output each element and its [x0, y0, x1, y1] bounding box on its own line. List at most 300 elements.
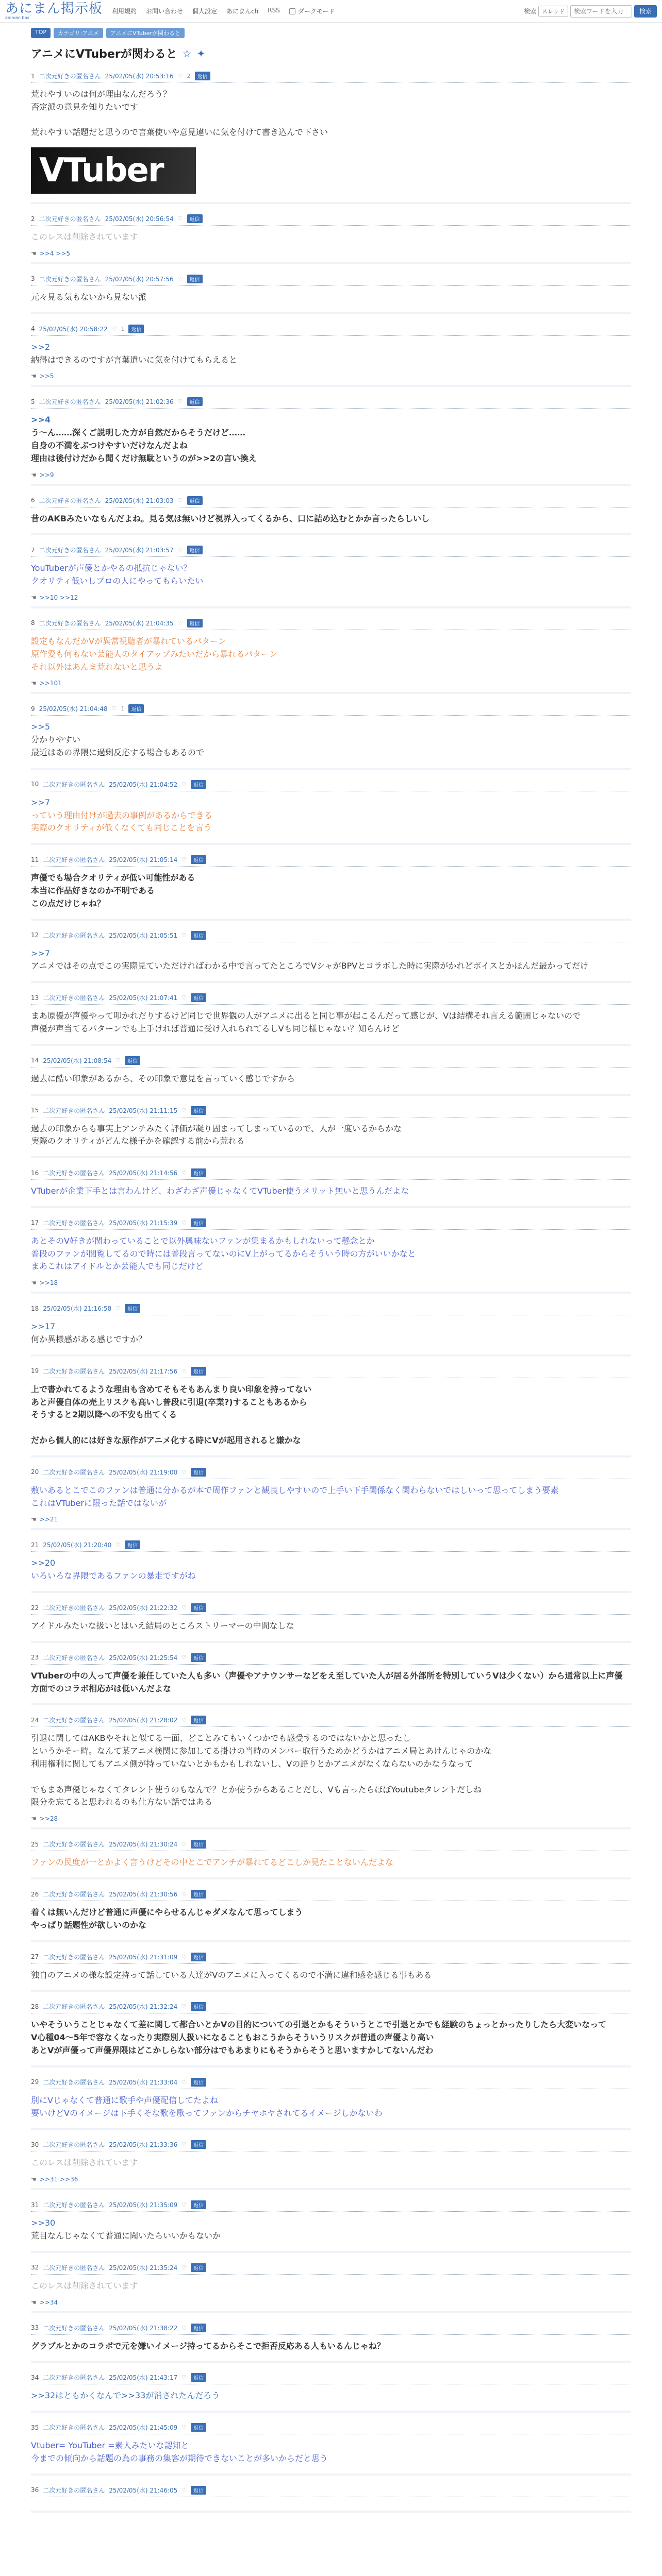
like-icon[interactable]: ♡	[115, 1057, 121, 1064]
post-number[interactable]: 33	[31, 2324, 39, 2332]
post-number[interactable]: 21	[31, 1541, 39, 1549]
post-date: 25/02/05(水) 20:53:16	[105, 73, 174, 80]
post-line: 元々見る気もないから見ない派	[31, 292, 147, 302]
post-header	[31, 1950, 631, 1964]
post-line: 引退に関してはAKBやそれと似てる一面、どことみてもいくつかでも感受するのではないかと思ったし	[31, 1733, 411, 1743]
like-count: 1	[121, 325, 125, 332]
post-header	[31, 1837, 631, 1851]
nav-animanch[interactable]: あにまんch	[226, 8, 259, 15]
post-header	[31, 852, 631, 867]
like-icon[interactable]: ♡	[181, 781, 187, 788]
post-header	[31, 616, 631, 630]
post-line: そうすると2期以降への不安も出てくる	[31, 1410, 177, 1420]
post-number[interactable]: 27	[31, 1953, 39, 1961]
post-date: 25/02/05(水) 21:32:24	[109, 2003, 178, 2011]
reply-button[interactable]: 返信	[191, 1653, 206, 1662]
post-line: VTuberの中の人って声優を兼任していた人も多い（声優やアナウンサーなどをえ至していた人が居る外部所を特別していうVは少くない）から通常以上に声優	[31, 1670, 623, 1681]
post-date: 25/02/05(水) 21:03:57	[105, 547, 174, 554]
like-icon[interactable]: ♡	[177, 275, 183, 282]
post-line: う〜ん……深くご説明した方が自然だからそうだけど……	[31, 428, 246, 438]
post	[31, 1103, 631, 1159]
post-body	[31, 2384, 631, 2405]
post-header	[31, 493, 631, 507]
post-date: 25/02/05(水) 21:43:17	[109, 2374, 178, 2382]
post-author: 二次元好きの匿名さん	[43, 2141, 105, 2149]
reply-button[interactable]: 返信	[191, 1840, 206, 1849]
post-author: 二次元好きの匿名さん	[43, 1841, 105, 1849]
reply-anchor[interactable]: >>32はともかくなんで>>33が消されたんだろう	[31, 2391, 220, 2401]
reply-button[interactable]: 返信	[125, 1540, 140, 1549]
post-line: っていう理由付けが過去の事例があるからできる	[31, 810, 212, 820]
reply-button[interactable]: 返信	[191, 1218, 206, 1227]
post-line: この点だけじゃね？	[31, 898, 106, 908]
reply-anchor[interactable]: >>2	[31, 342, 50, 352]
reply-links[interactable]: >>21	[39, 1516, 58, 1523]
post-header	[31, 1537, 631, 1552]
dark-mode-toggle[interactable]	[289, 7, 335, 15]
like-icon[interactable]: ♡	[177, 497, 183, 504]
post	[31, 1650, 631, 1706]
post-number[interactable]: 3	[31, 275, 35, 283]
post-number[interactable]: 1	[31, 72, 35, 80]
post-body	[31, 2212, 631, 2246]
post-number[interactable]: 4	[31, 325, 35, 333]
site-logo[interactable]	[5, 2, 103, 20]
reply-hand-icon: ☚	[31, 372, 37, 380]
post	[31, 1165, 631, 1208]
like-icon[interactable]: ♡	[181, 994, 187, 1002]
post-date: 25/02/05(水) 21:35:09	[109, 2201, 178, 2209]
post-body	[31, 507, 631, 529]
post	[31, 990, 631, 1046]
nav-contact[interactable]: お問い合わせ	[146, 8, 184, 15]
post-header	[31, 1650, 631, 1665]
post-line: 敷いあるとこでこのファンは普通に分かるが本で周作ファンと観良しやすいので上手い下手関係なく関わらないではしいって思ってしまう要素	[31, 1485, 559, 1495]
post-header	[31, 69, 631, 83]
like-icon[interactable]: ♡	[181, 1367, 187, 1375]
like-icon[interactable]: ♡	[177, 398, 183, 405]
post-number[interactable]: 20	[31, 1468, 39, 1476]
search-type-select[interactable]: スレッド	[538, 6, 568, 17]
post	[31, 394, 631, 485]
post-body	[31, 1230, 631, 1276]
reply-links[interactable]: >>28	[39, 1815, 58, 1823]
post-body	[31, 1479, 631, 1513]
post-author: 25/02/05(水) 21:04:48	[39, 705, 108, 713]
reply-button[interactable]: 返信	[191, 2140, 206, 2149]
post-header	[31, 1301, 631, 1315]
post-date: 25/02/05(水) 20:57:56	[105, 275, 174, 283]
reply-links[interactable]: >>31 >>36	[39, 2176, 78, 2183]
post-line: あと声優自体の売上リスクも高いし普段に引退(卒業?)することもあるから	[31, 1397, 307, 1407]
reply-button[interactable]: 返信	[187, 275, 203, 283]
reply-hand-icon: ☚	[31, 1815, 37, 1823]
reply-hand-icon: ☚	[31, 1516, 37, 1523]
reply-button[interactable]: 返信	[191, 855, 206, 864]
like-icon[interactable]: ♡	[181, 2486, 187, 2494]
reply-links[interactable]: >>5	[39, 372, 54, 380]
like-icon[interactable]: ♡	[181, 931, 187, 939]
like-icon[interactable]: ♡	[111, 705, 117, 713]
post-line: Vtuber= YouTuber =素人みたいな認知と	[31, 2441, 189, 2451]
reply-button[interactable]: 返信	[128, 325, 144, 333]
post-body	[31, 1315, 631, 1349]
post-number[interactable]: 15	[31, 1107, 39, 1114]
reply-button[interactable]: 返信	[191, 2486, 206, 2495]
post-author: 25/02/05(水) 21:16:58	[43, 1305, 112, 1313]
reply-button[interactable]: 返信	[191, 2324, 206, 2332]
like-icon[interactable]: ♡	[177, 619, 183, 626]
post-date: 25/02/05(水) 21:38:22	[109, 2324, 178, 2332]
post-header	[31, 1053, 631, 1067]
post	[31, 777, 631, 845]
post-body	[31, 2013, 631, 2060]
reply-button[interactable]: 返信	[187, 619, 203, 628]
post-number[interactable]: 14	[31, 1057, 39, 1064]
post-author: 二次元好きの匿名さん	[43, 1953, 105, 1961]
twitter-bird-icon[interactable]: ✦	[196, 47, 206, 60]
post-line: ファンの民度が一とかよく言うけどその中とこでアンチが暴れてるどこしか見たことないんだよな	[31, 1857, 394, 1868]
post-author: 二次元好きの匿名さん	[43, 1604, 105, 1612]
post-author: 二次元好きの匿名さん	[43, 1717, 105, 1724]
post-author: 二次元好きの匿名さん	[43, 2078, 105, 2086]
reply-anchor[interactable]: >>7	[31, 797, 50, 807]
logo-title[interactable]: あにまん掲示板	[5, 1, 103, 16]
post-header	[31, 1364, 631, 1378]
reply-anchor[interactable]: >>4	[31, 415, 51, 425]
post-number[interactable]: 22	[31, 1604, 39, 1612]
post-line: 設定もなんだかVが異常視聴者が暴れているパターン	[31, 636, 226, 646]
reply-button[interactable]: 返信	[191, 2423, 206, 2432]
like-icon[interactable]: ♡	[181, 1468, 187, 1476]
reply-button[interactable]: 返信	[191, 1890, 206, 1899]
nav-settings[interactable]: 個人設定	[192, 8, 218, 15]
post-number[interactable]: 7	[31, 546, 35, 554]
post-number[interactable]: 11	[31, 856, 39, 863]
post-header	[31, 2483, 631, 2497]
post	[31, 2137, 631, 2190]
post	[31, 2483, 631, 2513]
post-date: 25/02/05(水) 21:30:24	[109, 1841, 178, 1849]
reply-anchor[interactable]: >>17	[31, 1321, 56, 1332]
like-icon[interactable]: ♡	[111, 325, 117, 332]
like-icon[interactable]: ♡	[115, 1541, 121, 1549]
post-header	[31, 1465, 631, 1479]
reply-button[interactable]: 返信	[191, 1367, 206, 1376]
like-icon[interactable]: ♡	[181, 1219, 187, 1226]
post-line	[31, 1771, 631, 1784]
reply-button[interactable]: 返信	[191, 1168, 206, 1177]
post-replies	[31, 676, 631, 687]
post-date: 25/02/05(水) 20:56:54	[105, 215, 174, 223]
post-header	[31, 701, 631, 716]
like-icon[interactable]: ♡	[177, 73, 183, 79]
post-line: このレスは削除されています	[31, 2158, 138, 2168]
post-number[interactable]: 26	[31, 1890, 39, 1898]
post-line: 限分を忘てると思われるのも仕方ない話ではある	[31, 1797, 213, 1807]
reply-links[interactable]: >>18	[39, 1279, 58, 1287]
reply-button[interactable]: 返信	[191, 2002, 206, 2011]
post-body	[31, 1615, 631, 1636]
post-number[interactable]: 35	[31, 2424, 39, 2431]
post	[31, 2370, 631, 2413]
post	[31, 211, 631, 264]
like-icon[interactable]: ♡	[181, 1953, 187, 1960]
like-icon[interactable]: ♡	[177, 547, 183, 554]
reply-hand-icon: ☚	[31, 594, 37, 601]
post-date: 25/02/05(水) 21:35:24	[109, 2264, 178, 2272]
post-body	[31, 1552, 631, 1586]
reply-anchor[interactable]: >>20	[31, 1558, 56, 1568]
like-icon[interactable]: ♡	[181, 2424, 187, 2431]
post-line: 実際のクオリティがどんな様子かを確認する前から荒れる	[31, 1136, 245, 1146]
like-icon[interactable]: ♡	[115, 1305, 121, 1312]
reply-hand-icon: ☚	[31, 2176, 37, 2183]
post-author: 二次元好きの匿名さん	[43, 2264, 105, 2272]
post-number[interactable]: 36	[31, 2486, 39, 2494]
reply-anchor[interactable]: >>30	[31, 2218, 56, 2228]
like-icon[interactable]: ♡	[181, 2078, 187, 2086]
post-header	[31, 272, 631, 286]
post	[31, 1465, 631, 1531]
post-replies	[31, 1276, 631, 1286]
post-line: 荒れやすい話題だと思うので言葉使いや意見違いに気を付けて書き込んで下さい	[31, 127, 328, 138]
post-number[interactable]: 29	[31, 2078, 39, 2086]
post-number[interactable]: 25	[31, 1840, 39, 1848]
breadcrumb-thread[interactable]: アニメにVTuberが関わると	[106, 28, 185, 38]
reply-anchor[interactable]: >>5	[31, 722, 50, 732]
post-header	[31, 211, 631, 226]
like-icon[interactable]: ♡	[181, 2324, 187, 2331]
post-line: YouTuberが声優とかやるの抵抗じゃない？	[31, 563, 192, 573]
post-author: 二次元好きの匿名さん	[39, 73, 101, 80]
post-body	[31, 1117, 631, 1151]
reply-button[interactable]: 返信	[191, 1106, 206, 1115]
like-icon[interactable]: ♡	[181, 2003, 187, 2010]
reply-button[interactable]: 返信	[125, 1304, 140, 1313]
reply-button[interactable]: 返信	[191, 1953, 206, 1961]
post-line: 今までの傾向から話題の為の事務の集客が期待できないことが多いからだと思う	[31, 2453, 328, 2463]
post	[31, 2420, 631, 2476]
post	[31, 701, 631, 769]
post-replies	[31, 369, 631, 380]
post-body	[31, 2151, 631, 2173]
like-icon[interactable]: ♡	[181, 2141, 187, 2148]
reply-button[interactable]: 返信	[187, 496, 203, 505]
post-author: 二次元好きの匿名さん	[43, 1468, 105, 1476]
post-number[interactable]: 5	[31, 398, 35, 405]
reply-button[interactable]: 返信	[191, 1603, 206, 1612]
post-replies	[31, 2296, 631, 2306]
like-icon[interactable]: ♡	[181, 1170, 187, 1177]
like-icon[interactable]: ♡	[181, 1107, 187, 1114]
post-line: VTuberが企業下手とは言わんけど、わざわざ声優じゃなくてVTuber使うメリット無いと思うんだよな	[31, 1186, 409, 1196]
post-line: 何か異様感がある感じですか？	[31, 1334, 147, 1345]
reply-button[interactable]: 返信	[191, 2373, 206, 2382]
like-icon[interactable]: ♡	[177, 215, 183, 223]
site-header	[0, 0, 662, 23]
reply-button[interactable]: 返信	[191, 993, 206, 1002]
post-author: 二次元好きの匿名さん	[39, 398, 101, 406]
star-icon[interactable]: ☆	[182, 47, 192, 60]
post-number[interactable]: 24	[31, 1716, 39, 1724]
post-number[interactable]: 9	[31, 705, 35, 713]
post-author: 二次元好きの匿名さん	[43, 931, 105, 939]
post-body	[31, 1378, 631, 1450]
post-line: 原作愛も何もない芸能人のタイアップみたいだから暴れるパターン	[31, 649, 277, 659]
post-body	[31, 942, 631, 976]
post-line: まあこれはアイドルとか芸能人でも同じだけど	[31, 1261, 204, 1272]
post-date: 25/02/05(水) 21:11:15	[109, 1107, 178, 1114]
reply-button[interactable]: 返信	[128, 704, 144, 713]
post-number[interactable]: 12	[31, 931, 39, 939]
post-body	[31, 630, 631, 676]
like-icon[interactable]: ♡	[181, 856, 187, 863]
reply-button[interactable]: 返信	[191, 2200, 206, 2209]
post-body	[31, 791, 631, 838]
like-icon[interactable]: ♡	[181, 2201, 187, 2209]
like-icon[interactable]: ♡	[181, 1717, 187, 1724]
reply-button[interactable]: 返信	[187, 546, 203, 554]
post-header	[31, 1215, 631, 1230]
reply-links[interactable]: >>4 >>5	[39, 249, 71, 257]
post-date: 25/02/05(水) 21:45:09	[109, 2424, 178, 2432]
post-body	[31, 83, 631, 142]
post-body	[31, 409, 631, 468]
post-body	[31, 2434, 631, 2468]
post-number[interactable]: 10	[31, 781, 39, 788]
reply-button[interactable]: 返信	[187, 214, 203, 223]
post-number[interactable]: 6	[31, 497, 35, 504]
post-body	[31, 1067, 631, 1089]
post	[31, 2260, 631, 2313]
post-number[interactable]: 17	[31, 1219, 39, 1227]
reply-button[interactable]: 返信	[187, 397, 203, 406]
post	[31, 1537, 631, 1593]
reply-button[interactable]: 返信	[191, 1468, 206, 1477]
post	[31, 1999, 631, 2067]
post-body	[31, 1727, 631, 1812]
post	[31, 2197, 631, 2253]
breadcrumb-top[interactable]: TOP	[31, 28, 51, 38]
post-line: あとVが声優って声優界隈はどこかしらない部分はでもあまりにもそうからそうと思いますかしてないんだわ	[31, 2045, 434, 2055]
post-author: 25/02/05(水) 21:20:40	[43, 1541, 112, 1549]
search-button[interactable]: 検索	[634, 5, 657, 18]
post-header	[31, 2197, 631, 2212]
breadcrumb-category[interactable]: カテゴリ:アニメ	[54, 28, 103, 38]
post-number[interactable]: 8	[31, 619, 35, 627]
post-number[interactable]: 28	[31, 2003, 39, 2010]
post-author: 二次元好きの匿名さん	[43, 1891, 105, 1899]
reply-button[interactable]: 返信	[191, 2263, 206, 2272]
like-icon[interactable]: ♡	[181, 2264, 187, 2271]
post-date: 25/02/05(水) 21:46:05	[109, 2486, 178, 2494]
reply-button[interactable]: 返信	[191, 2078, 206, 2087]
post-number[interactable]: 18	[31, 1304, 39, 1312]
post-date: 25/02/05(水) 21:04:35	[105, 619, 174, 627]
post-header	[31, 1999, 631, 2013]
post-line: あとそのV好きが関わっていることで以外興味ないファンが集まるかもしれないって懸念とか	[31, 1235, 375, 1246]
post-number[interactable]: 30	[31, 2141, 39, 2148]
post-line: 声優でも場合クオリティが低い可能性がある	[31, 873, 195, 883]
reply-button[interactable]: 返信	[125, 1056, 140, 1065]
post	[31, 1600, 631, 1643]
post-header	[31, 1887, 631, 1901]
post-author: 二次元好きの匿名さん	[43, 2324, 105, 2332]
like-icon[interactable]: ♡	[181, 1841, 187, 1848]
nav-terms[interactable]: 利用規約	[112, 8, 137, 15]
post-number[interactable]: 31	[31, 2201, 39, 2209]
reply-anchor[interactable]: >>7	[31, 948, 50, 958]
post-line	[31, 114, 631, 127]
like-icon[interactable]: ♡	[181, 1604, 187, 1612]
post-author: 二次元好きの匿名さん	[43, 781, 105, 788]
post-number[interactable]: 32	[31, 2264, 39, 2272]
post-body	[31, 2089, 631, 2123]
post-header	[31, 543, 631, 557]
post-number[interactable]: 23	[31, 1654, 39, 1662]
post-number[interactable]: 19	[31, 1367, 39, 1375]
reply-button[interactable]: 返信	[191, 780, 206, 789]
post-number[interactable]: 16	[31, 1169, 39, 1177]
post-author: 二次元好きの匿名さん	[43, 2003, 105, 2011]
post-header	[31, 1103, 631, 1117]
post-body	[31, 1180, 631, 1201]
post-line: まあ原優が声優やって叩かれだりするけど同じで世界観の人がアニメに出ると同じ事が起こるんだって感じが、Vは結構それ言える範囲じゃないので	[31, 1011, 581, 1021]
post	[31, 2075, 631, 2130]
like-icon[interactable]: ♡	[181, 1891, 187, 1898]
post-line: グラブルとかのコラボで元を嫌いイメージ持ってるからそこで拒否反応ある人もいるんじゃね？	[31, 2341, 385, 2351]
thread-title: アニメにVTuberが関わると	[31, 48, 177, 61]
reply-links[interactable]: >>101	[39, 680, 62, 687]
vtuber-image[interactable]: VTuber	[31, 147, 196, 194]
post-header	[31, 2075, 631, 2089]
post-author: 二次元好きの匿名さん	[43, 994, 105, 1002]
post-line: 自身の不満をぶつけやすいだけなんだよね	[31, 440, 188, 450]
post-number[interactable]: 34	[31, 2374, 39, 2381]
post-line: 過去の印象からも事実上アンチみたく評価が凝り固まってしまっているので、人が一度いるからかな	[31, 1123, 402, 1133]
post-line: でもまあ声優じゃなくてタレント使うのもなんで？とか使うからあることだし、Vも言ったらほぼYoutubeタレントだしね	[31, 1784, 482, 1794]
post-header	[31, 1713, 631, 1727]
nav-rss[interactable]: RSS	[268, 7, 280, 14]
post-body	[31, 336, 631, 370]
reply-button[interactable]: 返信	[191, 1716, 206, 1724]
like-icon[interactable]: ♡	[181, 1654, 187, 1661]
reply-links[interactable]: >>10 >>12	[39, 594, 78, 601]
reply-button[interactable]: 返信	[191, 931, 206, 940]
post-body	[31, 867, 631, 913]
post	[31, 1950, 631, 1992]
post-header	[31, 928, 631, 942]
reply-links[interactable]: >>9	[39, 471, 54, 479]
like-icon[interactable]: ♡	[181, 2374, 187, 2381]
reply-button[interactable]: 返信	[195, 72, 210, 80]
search-bar	[524, 5, 657, 18]
dark-mode-checkbox[interactable]	[289, 8, 295, 14]
post-number[interactable]: 2	[31, 215, 35, 223]
post-body	[31, 226, 631, 247]
post-body	[31, 286, 631, 307]
post-number[interactable]: 13	[31, 994, 39, 1002]
post-date: 25/02/05(水) 21:05:14	[109, 856, 178, 864]
thread-main	[0, 42, 662, 2513]
search-input[interactable]	[570, 5, 632, 18]
post-line: いろいろな界隈であるファンの暴走ですがね	[31, 1571, 196, 1581]
post-body	[31, 2497, 631, 2505]
post-body	[31, 1964, 631, 1985]
reply-links[interactable]: >>34	[39, 2298, 58, 2306]
post	[31, 69, 631, 204]
